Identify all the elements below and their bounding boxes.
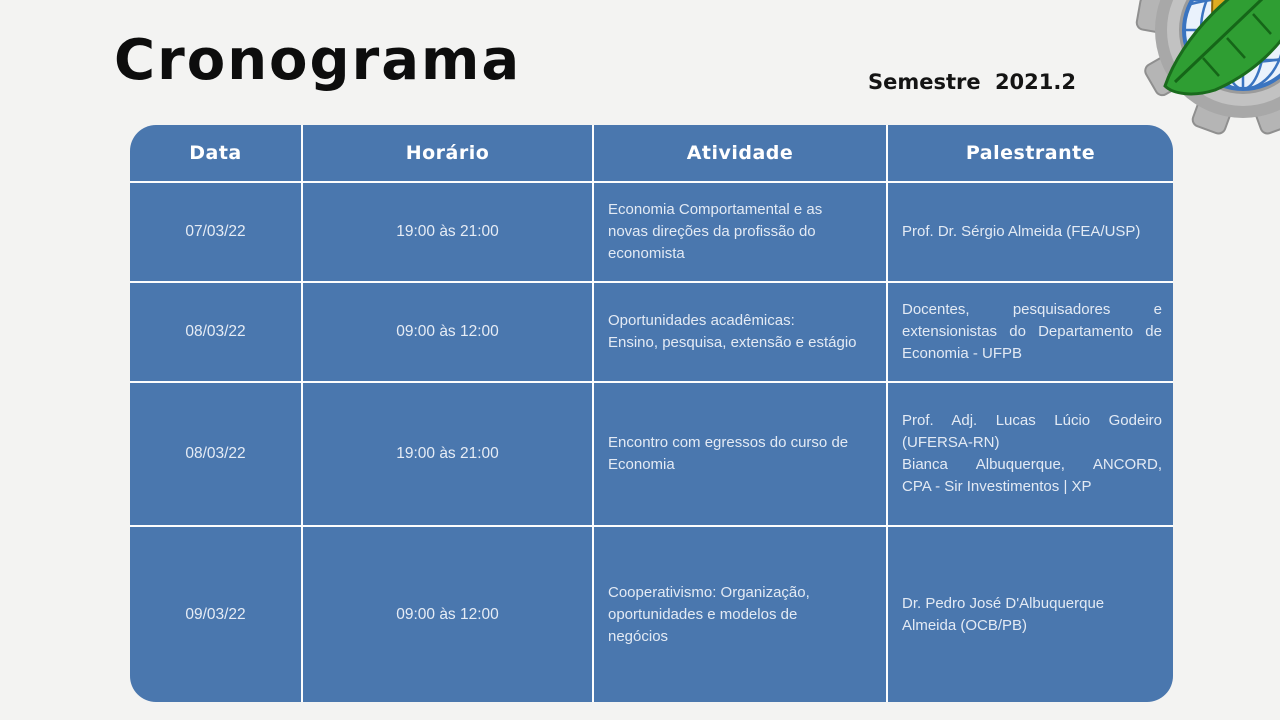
text-line: negócios xyxy=(608,627,669,645)
text-line: CPA - Sir Investimentos | XP xyxy=(902,478,1092,495)
table-row xyxy=(130,527,1173,702)
text-line: Ensino, pesquisa, extensão e estágio xyxy=(608,334,857,351)
table-row xyxy=(130,383,1173,527)
table-header-row xyxy=(130,125,1173,183)
economics-logo xyxy=(1123,0,1280,140)
cell-horario: 19:00 às 21:00 xyxy=(303,383,594,525)
text-line: novas direções da profissão do xyxy=(608,223,816,240)
text-line: economista xyxy=(608,245,685,262)
cell-atividade xyxy=(594,183,888,281)
text-line: Encontro com egressos do curso de xyxy=(608,434,849,451)
text-line: Oportunidades acadêmicas: xyxy=(608,312,795,329)
text-line: (UFERSA-RN) xyxy=(902,434,1000,451)
column-header-data: Data xyxy=(130,125,303,181)
table-row xyxy=(130,183,1173,283)
column-header-palestrante: Palestrante xyxy=(965,142,1096,164)
semester-label: Semestre 2021.2 xyxy=(868,70,1076,94)
text-line: Bianca Albuquerque, ANCORD, xyxy=(902,456,1162,473)
text-line: Prof. Adj. Lucas Lúcio Godeiro xyxy=(902,412,1162,429)
text-line: Prof. Dr. Sérgio Almeida (FEA/USP) xyxy=(902,223,1141,240)
text-line: Docentes, pesquisadores e xyxy=(902,301,1162,318)
cell-horario: 19:00 às 21:00 xyxy=(303,183,594,281)
cell-palestrante xyxy=(888,383,1173,525)
cell-palestrante xyxy=(888,183,1173,281)
column-header-atividade: Atividade xyxy=(594,125,888,181)
column-header-horario: Horário xyxy=(303,125,594,181)
table-row xyxy=(130,283,1173,383)
page-title: Cronograma xyxy=(114,28,522,93)
text-line: Almeida (OCB/PB) xyxy=(902,616,1028,634)
cell-atividade xyxy=(594,283,888,381)
cell-data: 09/03/22 xyxy=(130,527,303,702)
cell-palestrante xyxy=(888,527,1173,702)
cell-data: 08/03/22 xyxy=(130,383,303,525)
economics-emblem-svg xyxy=(1123,0,1280,140)
text-line: Economia - UFPB xyxy=(902,345,1023,362)
table-body xyxy=(130,183,1173,702)
cell-data: 08/03/22 xyxy=(130,283,303,381)
schedule-table xyxy=(130,125,1173,702)
cell-horario: 09:00 às 12:00 xyxy=(303,283,594,381)
cell-atividade xyxy=(594,527,888,702)
text-line: Cooperativismo: Organização, xyxy=(608,583,810,601)
cell-horario: 09:00 às 12:00 xyxy=(303,527,594,702)
cell-data: 07/03/22 xyxy=(130,183,303,281)
text-line: Economia xyxy=(608,456,675,473)
cell-atividade xyxy=(594,383,888,525)
text-line: Dr. Pedro José D'Albuquerque xyxy=(902,594,1105,612)
text-line: Economia Comportamental e as xyxy=(608,201,823,218)
text-line: oportunidades e modelos de xyxy=(608,605,798,623)
cell-palestrante xyxy=(888,283,1173,381)
text-line: extensionistas do Departamento de xyxy=(902,323,1162,340)
